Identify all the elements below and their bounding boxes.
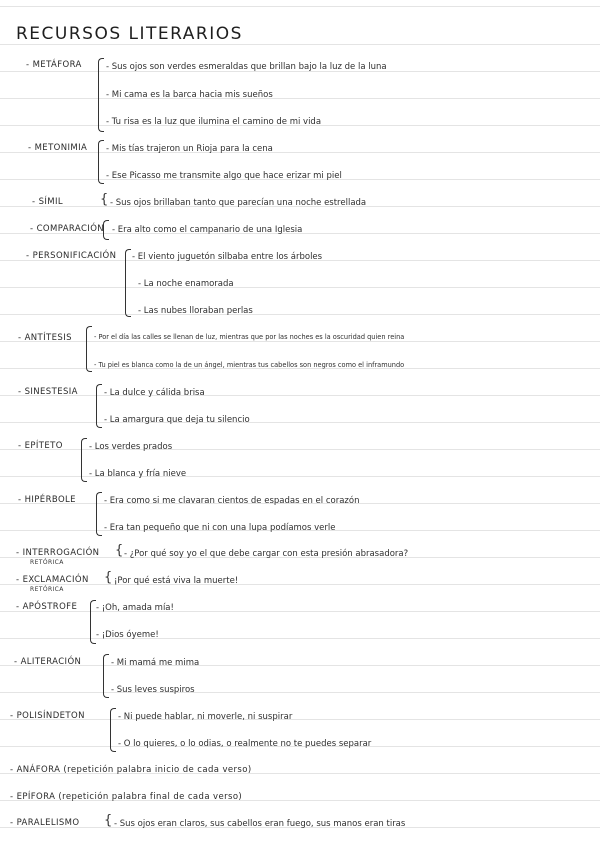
- example-exclamacion-1: ¡Por qué está viva la muerte!: [114, 576, 239, 586]
- term-polisindeton: - POLISÍNDETON: [10, 711, 85, 721]
- page-title: RECURSOS LITERARIOS: [16, 24, 243, 44]
- example-sinestesia-1: - La dulce y cálida brisa: [104, 388, 205, 398]
- example-sinestesia-2: - La amargura que deja tu silencio: [104, 415, 250, 425]
- brace-aliteracion: [103, 654, 109, 698]
- example-personificacion-2: - La noche enamorada: [138, 279, 234, 289]
- example-epiteto-2: - La blanca y fría nieve: [89, 469, 187, 479]
- brace-polisindeton: [110, 708, 116, 752]
- example-simil-1: - Sus ojos brillaban tanto que parecían una noche estrellada: [110, 198, 367, 208]
- example-aliteracion-2: - Sus leves suspiros: [111, 685, 195, 695]
- example-polisindeton-2: - O lo quieres, o lo odias, o realmente no te puedes separar: [118, 739, 372, 749]
- example-metafora-2: - Mi cama es la barca hacia mis sueños: [106, 90, 273, 100]
- example-metafora-1: - Sus ojos son verdes esmeraldas que brillan bajo la luz de la luna: [106, 62, 387, 72]
- example-metonimia-1: - Mis tías trajeron un Rioja para la cena: [106, 144, 273, 154]
- brace-exclamacion: {: [104, 570, 113, 585]
- brace-sinestesia: [96, 384, 102, 428]
- term-metonimia: - METONIMIA: [28, 143, 88, 153]
- term-epiteto: - EPÍTETO: [18, 441, 63, 451]
- example-metafora-3: - Tu risa es la luz que ilumina el camino de mi vida: [106, 117, 322, 127]
- example-hiperbole-2: - Era tan pequeño que ni con una lupa podíamos verle: [104, 523, 336, 533]
- brace-metafora: [98, 58, 104, 132]
- term-interrogacion: - INTERROGACIÓN: [16, 548, 100, 558]
- example-polisindeton-1: - Ni puede hablar, ni moverle, ni suspirar: [118, 712, 293, 722]
- brace-epiteto: [81, 438, 87, 482]
- term-exclamacion: - EXCLAMACIÓN: [16, 575, 89, 585]
- example-personificacion-3: - Las nubes lloraban perlas: [138, 306, 253, 316]
- term-metafora: - METÁFORA: [26, 60, 82, 70]
- term-antitesis: - ANTÍTESIS: [18, 333, 72, 343]
- term-apostrofe: - APÓSTROFE: [16, 602, 78, 612]
- example-apostrofe-2: - ¡Dios óyeme!: [96, 630, 159, 640]
- example-aliteracion-1: - Mi mamá me mima: [111, 658, 200, 668]
- brace-hiperbole: [96, 492, 102, 536]
- example-hiperbole-1: - Era como si me clavaran cientos de espadas en el corazón: [104, 496, 360, 506]
- term-exclamacion-sub: RETÓRICA: [30, 586, 64, 593]
- brace-interrogacion: {: [115, 543, 124, 558]
- term-hiperbole: - HIPÉRBOLE: [18, 495, 76, 505]
- example-comparacion-1: - Era alto como el campanario de una Iglesia: [112, 225, 303, 235]
- example-personificacion-1: - El viento juguetón silbaba entre los árboles: [132, 252, 323, 262]
- brace-simil: {: [100, 192, 109, 207]
- example-paralelismo-1: - Sus ojos eran claros, sus cabellos eran fuego, sus manos eran tiras: [114, 819, 406, 829]
- example-metonimia-2: - Ese Picasso me transmite algo que hace erizar mi piel: [106, 171, 342, 181]
- example-antitesis-1: - Por el día las calles se llenan de luz, mientras que por las noches es la oscuridad quien reina: [94, 333, 405, 341]
- term-anafora: - ANÁFORA (repetición palabra inicio de cada verso): [10, 765, 252, 775]
- example-antitesis-2: - Tu piel es blanca como la de un ángel, mientras tus cabellos son negros como el inframundo: [94, 361, 405, 369]
- term-epifora: - EPÍFORA (repetición palabra final de cada verso): [10, 792, 243, 802]
- term-comparacion: - COMPARACIÓN: [30, 224, 105, 234]
- term-paralelismo: - PARALELISMO: [10, 818, 80, 828]
- term-sinestesia: - SINESTESIA: [18, 387, 78, 397]
- brace-metonimia: [98, 140, 104, 184]
- brace-antitesis: [86, 326, 92, 372]
- brace-personificacion: [125, 249, 131, 317]
- term-personificacion: - PERSONIFICACIÓN: [26, 251, 117, 261]
- example-apostrofe-1: - ¡Oh, amada mía!: [96, 603, 174, 613]
- term-aliteracion: - ALITERACIÓN: [14, 657, 82, 667]
- example-epiteto-1: - Los verdes prados: [89, 442, 173, 452]
- term-interrogacion-sub: RETÓRICA: [30, 559, 64, 566]
- example-interrogacion-1: - ¿Por qué soy yo el que debe cargar con esta presión abrasadora?: [124, 549, 409, 559]
- brace-comparacion: [103, 220, 109, 240]
- term-simil: - SÍMIL: [32, 197, 64, 207]
- brace-paralelismo: {: [104, 813, 113, 828]
